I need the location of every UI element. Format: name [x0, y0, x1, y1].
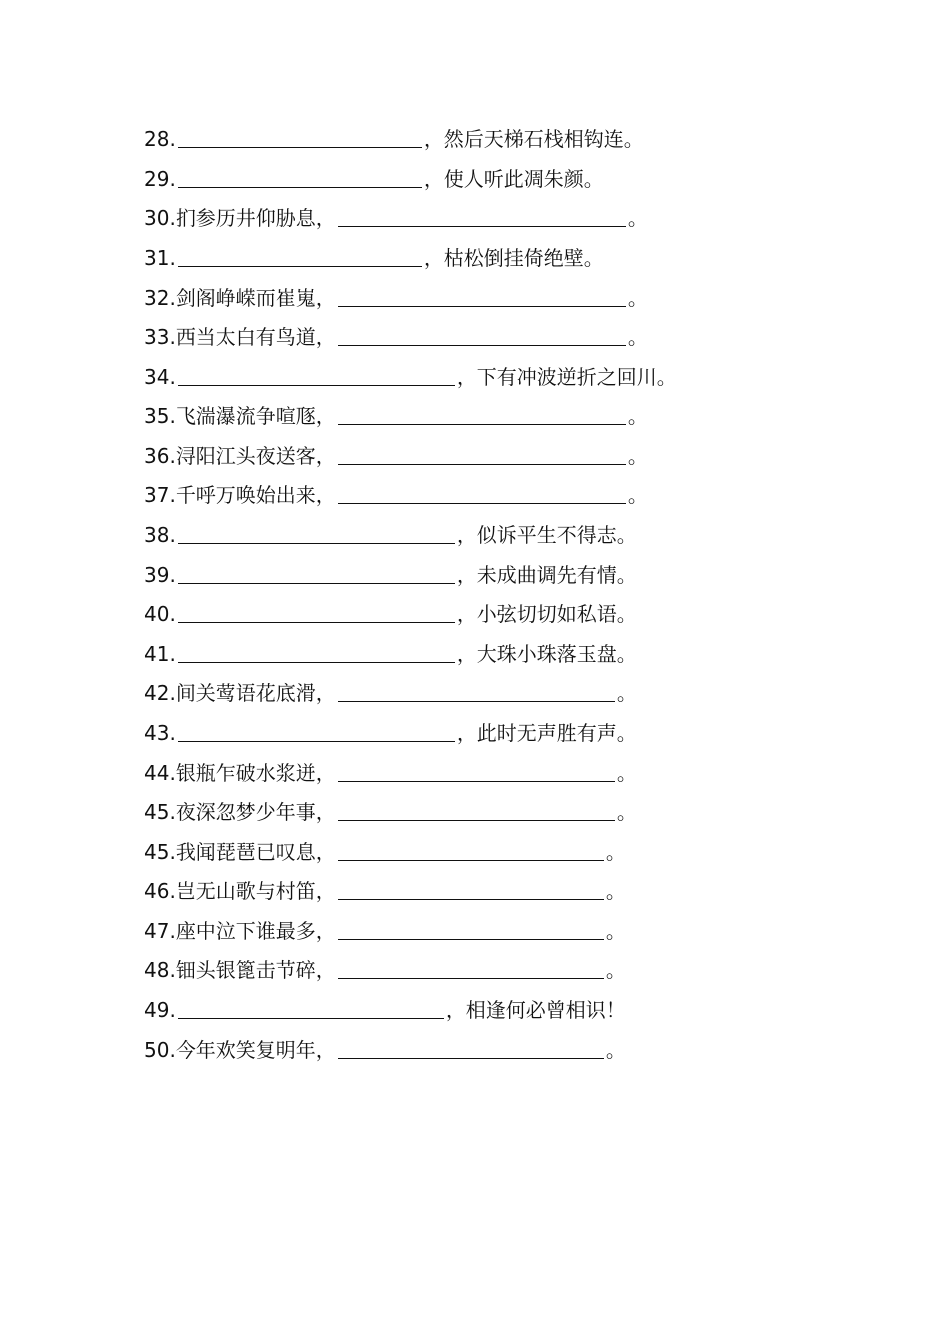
fill-blank-item: [144, 319, 648, 349]
answer-blank[interactable]: [178, 167, 422, 188]
answer-blank[interactable]: [178, 721, 455, 742]
fill-blank-item: [144, 1032, 626, 1062]
fill-blank-item: [144, 240, 604, 270]
item-number: 31.: [144, 246, 176, 270]
item-suffix: 。: [627, 286, 648, 310]
item-number: 39.: [144, 563, 176, 587]
fill-blank-item: [144, 715, 637, 745]
answer-blank[interactable]: [338, 840, 604, 861]
answer-blank[interactable]: [178, 642, 455, 663]
item-suffix: ，未成曲调先有情。: [456, 563, 637, 587]
item-suffix: 。: [627, 404, 648, 428]
fill-blank-item: [144, 834, 626, 864]
fill-blank-item: [144, 675, 637, 705]
item-number: 36.: [144, 444, 176, 468]
item-prefix: 间关莺语花底滑，: [175, 681, 336, 705]
fill-blank-item: [144, 121, 644, 151]
item-number: 29.: [144, 167, 176, 191]
fill-blank-item: [144, 280, 648, 310]
answer-blank[interactable]: [338, 761, 615, 782]
item-suffix: 。: [616, 800, 637, 824]
item-suffix: ，使人听此凋朱颜。: [423, 167, 604, 191]
item-suffix: 。: [627, 444, 648, 468]
item-suffix: 。: [605, 879, 626, 903]
fill-blank-item: [144, 873, 626, 903]
answer-blank[interactable]: [178, 602, 455, 623]
fill-blank-item: [144, 636, 637, 666]
answer-blank[interactable]: [178, 246, 422, 267]
item-prefix: 银瓶乍破水浆迸，: [175, 761, 336, 785]
item-prefix: 浔阳江头夜送客，: [175, 444, 336, 468]
item-suffix: ，下有冲波逆折之回川。: [456, 365, 677, 389]
answer-blank[interactable]: [338, 325, 626, 346]
item-number: 43.: [144, 721, 176, 745]
answer-blank[interactable]: [338, 800, 615, 821]
item-number: 32.: [144, 286, 176, 310]
item-prefix: 钿头银篦击节碎，: [175, 958, 336, 982]
item-number: 40.: [144, 602, 176, 626]
item-number: 49.: [144, 998, 176, 1022]
answer-blank[interactable]: [338, 681, 615, 702]
answer-blank[interactable]: [178, 365, 455, 386]
item-prefix: 夜深忽梦少年事，: [175, 800, 336, 824]
item-prefix: 我闻琵琶已叹息，: [175, 840, 336, 864]
answer-blank[interactable]: [178, 523, 455, 544]
item-suffix: 。: [605, 840, 626, 864]
item-suffix: 。: [616, 681, 637, 705]
answer-blank[interactable]: [338, 919, 604, 940]
item-number: 30.: [144, 206, 176, 230]
fill-blank-item: [144, 913, 626, 943]
item-suffix: 。: [605, 958, 626, 982]
fill-blank-item: [144, 992, 626, 1022]
item-suffix: 。: [616, 761, 637, 785]
fill-blank-item: [144, 794, 637, 824]
item-prefix: 今年欢笑复明年，: [175, 1038, 336, 1062]
answer-blank[interactable]: [178, 127, 422, 148]
item-suffix: ，相逢何必曾相识！: [445, 998, 626, 1022]
item-number: 45.: [144, 800, 176, 824]
item-number: 46.: [144, 879, 176, 903]
item-prefix: 飞湍瀑流争喧豗，: [175, 404, 336, 428]
item-prefix: 扪参历井仰胁息，: [175, 206, 336, 230]
item-number: 28.: [144, 127, 176, 151]
item-suffix: 。: [627, 325, 648, 349]
item-number: 45.: [144, 840, 176, 864]
answer-blank[interactable]: [338, 879, 604, 900]
answer-blank[interactable]: [338, 206, 626, 227]
item-suffix: 。: [627, 483, 648, 507]
item-number: 37.: [144, 483, 176, 507]
item-number: 41.: [144, 642, 176, 666]
item-suffix: ，然后天梯石栈相钩连。: [423, 127, 644, 151]
item-number: 48.: [144, 958, 176, 982]
answer-blank[interactable]: [338, 444, 626, 465]
fill-blank-item: [144, 438, 648, 468]
item-number: 50.: [144, 1038, 176, 1062]
item-number: 47.: [144, 919, 176, 943]
item-suffix: ，大珠小珠落玉盘。: [456, 642, 637, 666]
answer-blank[interactable]: [178, 563, 455, 584]
item-suffix: ，此时无声胜有声。: [456, 721, 637, 745]
fill-blank-item: [144, 398, 648, 428]
item-prefix: 座中泣下谁最多，: [175, 919, 336, 943]
item-number: 38.: [144, 523, 176, 547]
item-suffix: ，似诉平生不得志。: [456, 523, 637, 547]
answer-blank[interactable]: [338, 1038, 604, 1059]
fill-blank-item: [144, 200, 648, 230]
answer-blank[interactable]: [338, 958, 604, 979]
item-suffix: 。: [605, 919, 626, 943]
fill-blank-item: [144, 517, 637, 547]
fill-blank-item: [144, 557, 637, 587]
fill-blank-item: [144, 596, 637, 626]
fill-blank-item: [144, 477, 648, 507]
answer-blank[interactable]: [178, 998, 444, 1019]
item-number: 44.: [144, 761, 176, 785]
item-number: 42.: [144, 681, 176, 705]
fill-blank-item: [144, 755, 637, 785]
item-suffix: ，枯松倒挂倚绝壁。: [423, 246, 604, 270]
item-number: 33.: [144, 325, 176, 349]
fill-blank-item: [144, 359, 677, 389]
item-prefix: 西当太白有鸟道，: [175, 325, 336, 349]
answer-blank[interactable]: [338, 404, 626, 425]
fill-blank-item: [144, 161, 604, 191]
item-prefix: 剑阁峥嵘而崔嵬，: [175, 286, 336, 310]
item-suffix: 。: [627, 206, 648, 230]
answer-blank[interactable]: [338, 483, 626, 504]
fill-blank-item: [144, 952, 626, 982]
item-number: 35.: [144, 404, 176, 428]
item-prefix: 岂无山歌与村笛，: [175, 879, 336, 903]
item-number: 34.: [144, 365, 176, 389]
item-prefix: 千呼万唤始出来，: [175, 483, 336, 507]
item-suffix: ，小弦切切如私语。: [456, 602, 637, 626]
answer-blank[interactable]: [338, 286, 626, 307]
item-suffix: 。: [605, 1038, 626, 1062]
